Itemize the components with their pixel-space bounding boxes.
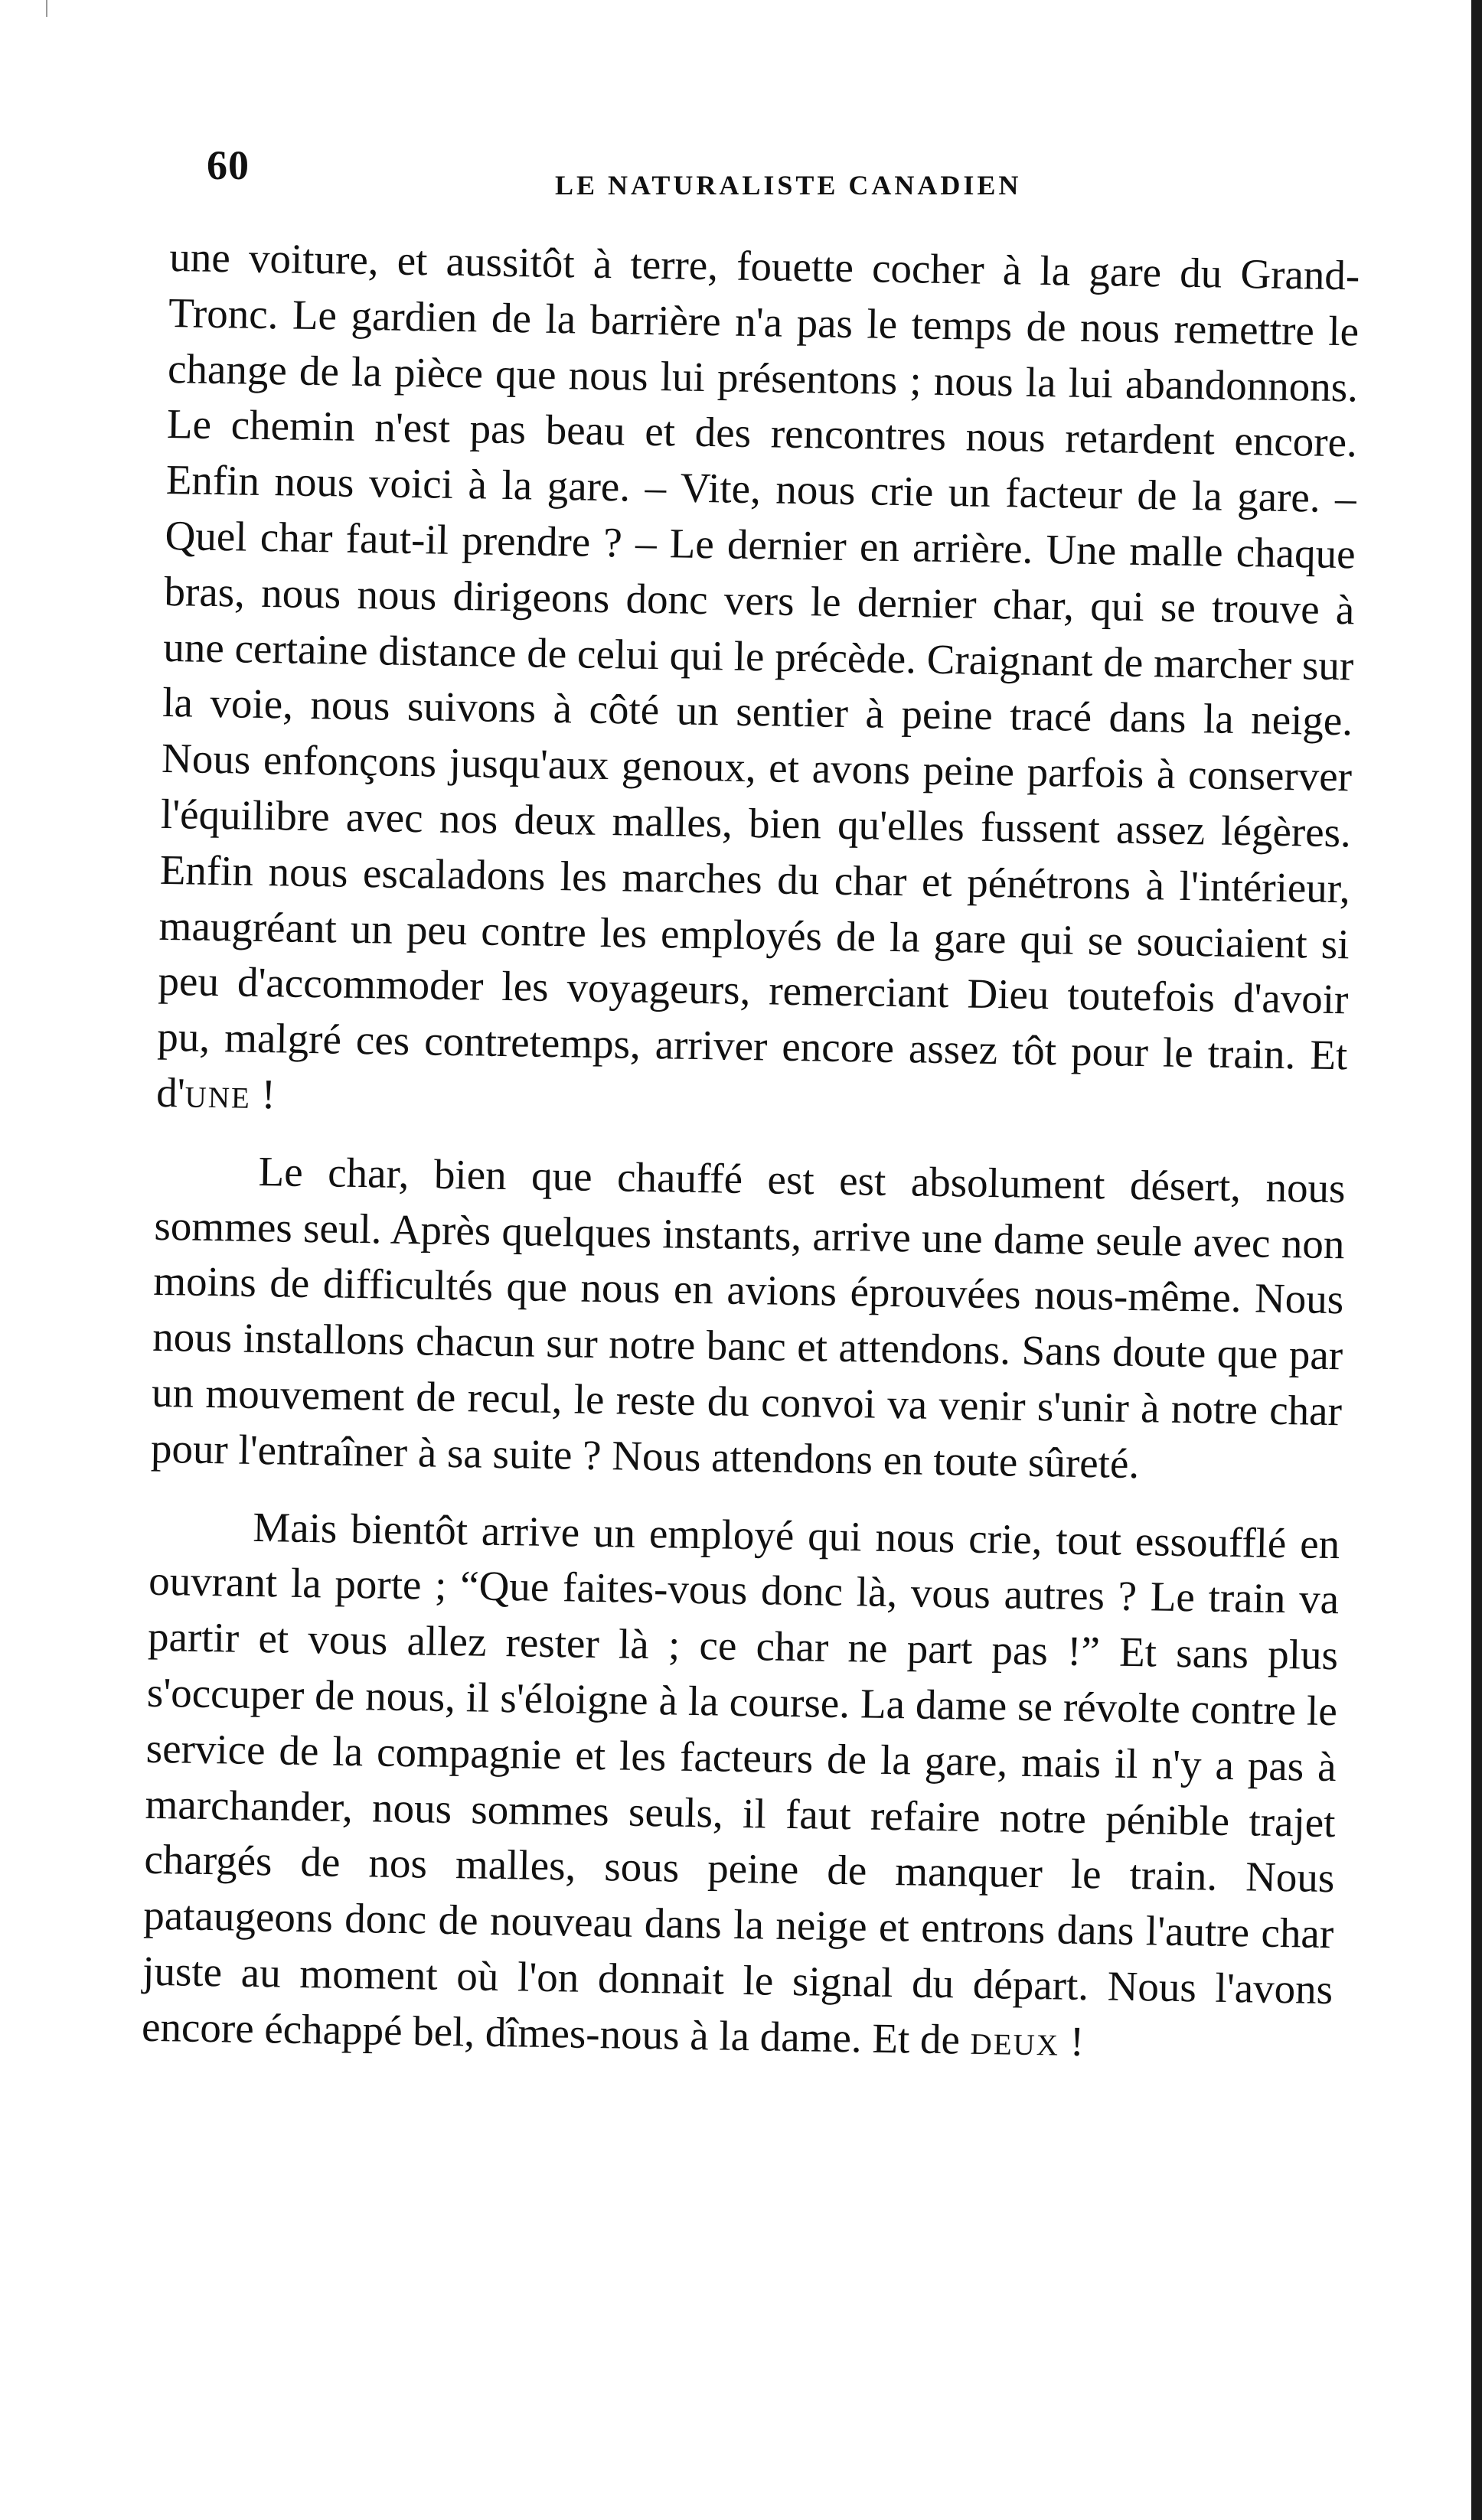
paragraph-3	[142, 1498, 1340, 2073]
body-text	[142, 230, 1360, 2074]
paragraph-3-text: Mais bientôt arrive un employé qui nous crie, tout essoufflé en ouvrant la porte ; “Que faites-vous donc là, vous autres ? Le train va partir et vous allez rester là ; ce char ne part pas !” Et sans plus s'occuper de nous, il s'éloigne à la course. La dame se révolte contre le service de la compagnie et les facteurs de la gare, mais il n'y a pas à marchander, nous sommes seuls, il faut refaire notre pénible trajet chargés de nos malles, sous peine de manquer le train. Nous pataugeons donc de nouveau dans la neige et entrons dans l'autre char juste au moment où l'on donnait le signal du départ. Nous l'avons encore échappé bel, dîmes-nous à la dame. Et de	[141, 1503, 1340, 2063]
paragraph-2	[150, 1143, 1346, 1495]
paragraph-2-text: Le char, bien que chauffé est est absolument désert, nous sommes seul. Après quelques instants, arrive une dame seule avec non moins de difficultés que nous en avions éprouvées nous-même. Nous nous installons chacun sur notre banc et attendons. Sans doute que par un mouvement de recul, le reste du convoi va venir s'unir à notre char pour l'entraîner à sa suite ? Nous attendons en toute sûreté.	[150, 1147, 1346, 1487]
paragraph-3-end: !	[1059, 2017, 1085, 2065]
scan-margin-mark	[46, 0, 47, 17]
small-caps-une: une	[184, 1069, 252, 1117]
page-header	[207, 142, 1355, 210]
small-caps-deux: deux	[970, 2016, 1060, 2065]
paragraph-1-end: !	[250, 1070, 276, 1118]
binding-edge	[1471, 0, 1482, 2520]
paragraph-1	[156, 230, 1360, 1139]
paragraph-1-text: une voiture, et aussitôt à terre, fouette cocher à la gare du Grand-Tronc. Le gardien de la barrière n'a pas le temps de nous remettre le change de la pièce que nous lui présentons ; nous la lui abandonnons. Le chemin n'est pas beau et des rencontres nous retardent encore. Enfin nous voici à la gare. – Vite, nous crie un facteur de la gare. – Quel char faut-il prendre ? – Le dernier en arrière. Une malle chaque bras, nous nous dirigeons donc vers le dernier char, qui se trouve à une certaine distance de celui qui le précède. Craignant de marcher sur la voie, nous suivons à côté un sentier à peine tracé dans la neige. Nous enfonçons jusqu'aux genoux, et avons peine parfois à conserver l'équilibre avec nos deux malles, bien qu'elles fussent assez légères. Enfin nous escaladons les marches du char et pénétrons à l'intérieur, maugréant un peu contre les employés de la gare qui se souciaient si peu d'accommoder les voyageurs, remerciant Dieu toutefois d'avoir pu, malgré ces contretemps, arriver encore assez tôt pour le train. Et d'	[155, 233, 1360, 1117]
running-head: LE NATURALISTE CANADIEN	[555, 170, 1022, 200]
page-number: 60	[207, 142, 250, 188]
